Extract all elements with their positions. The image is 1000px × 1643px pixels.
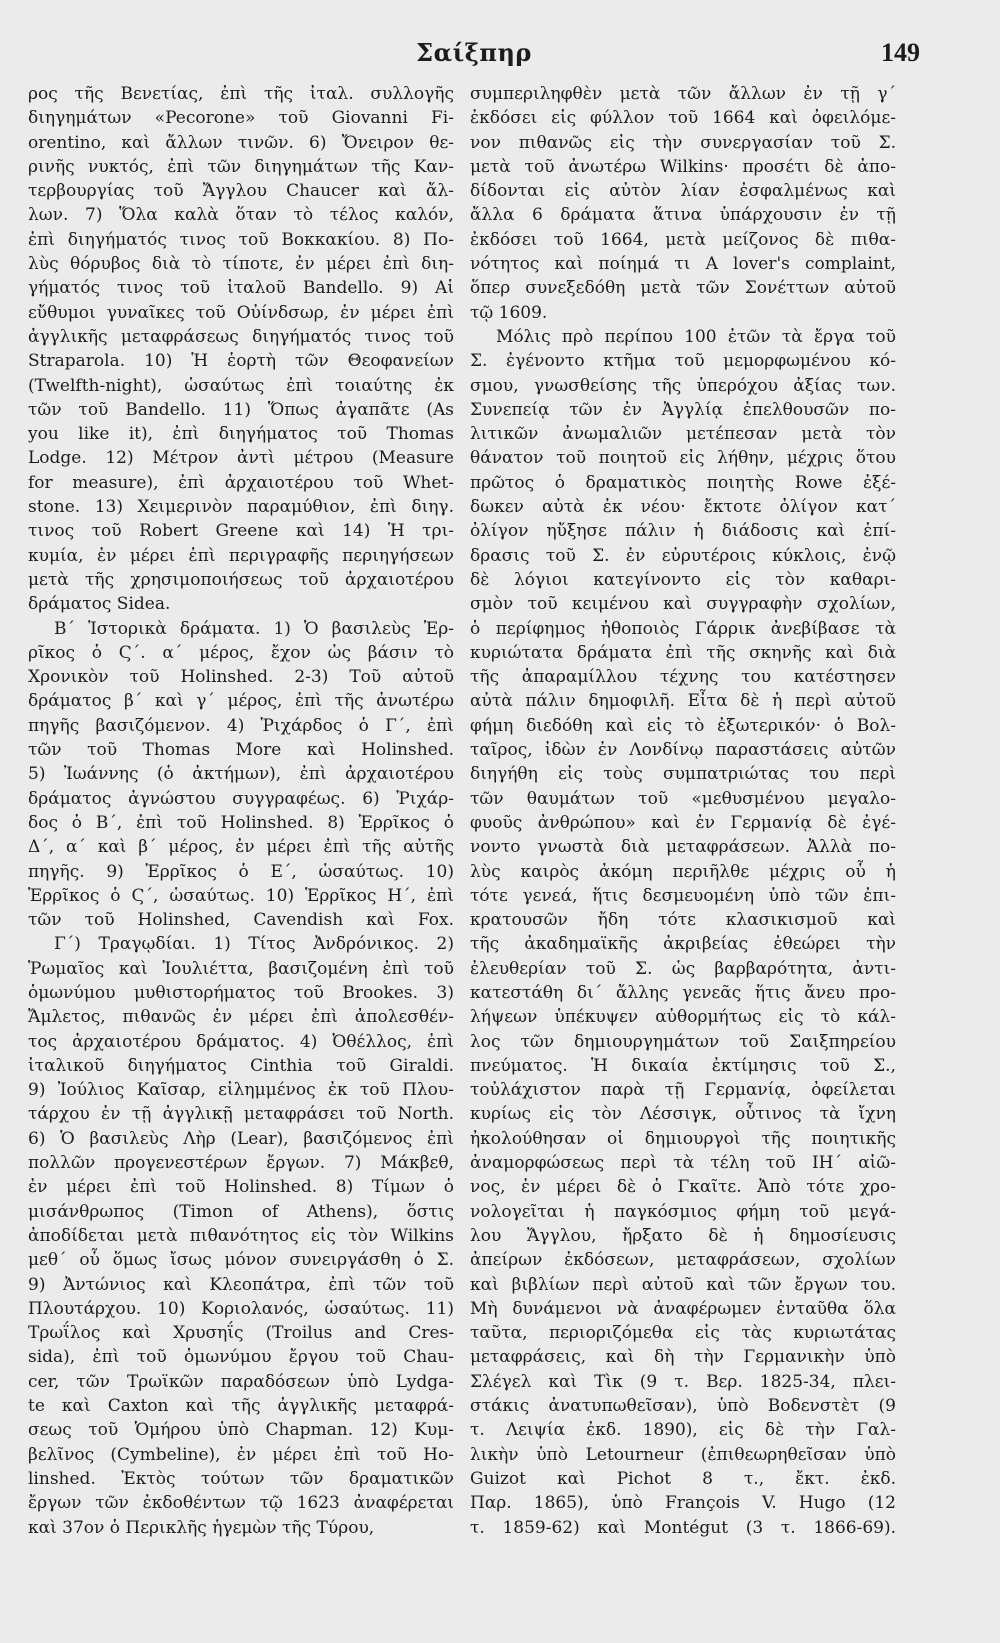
text-line: ρῖκος ὁ Ϛ΄. α΄ μέρος, ἔχον ὡς βάσιν τὸ bbox=[28, 642, 454, 663]
text-line: Lodge. 12) Μέτρον ἀντὶ μέτρου (Measure bbox=[28, 448, 454, 469]
text-line: πνεύματος. Ἡ δικαία ἐκτίμησις τοῦ Σ., bbox=[470, 1055, 896, 1076]
text-line: ἠκολούθησαν οἱ δημιουργοὶ τῆς ποιητικῆς bbox=[470, 1128, 896, 1149]
text-line: 5) Ἰωάννης (ὁ ἀκτήμων), ἐπὶ ἀρχαιοτέρου bbox=[28, 764, 454, 785]
text-line: λου Ἄγγλου, ἤρξατο δὲ ἡ δημοσίευσις bbox=[470, 1225, 896, 1246]
page-number: 149 bbox=[881, 38, 920, 67]
text-line: διηγημάτων «Pecorone» τοῦ Giovanni Fi- bbox=[28, 108, 454, 129]
text-line: δίδονται εἰς αὐτὸν λίαν ἐσφαλμένως καὶ bbox=[470, 181, 896, 202]
text-line: ὁ περίφημος ἠθοποιὸς Γάρρικ ἀνεβίβασε τὰ bbox=[470, 618, 896, 639]
text-line: πρῶτος ὁ δραματικὸς ποιητὴς Rowe ἐξέ- bbox=[470, 472, 896, 493]
text-line: sida), ἐπὶ τοῦ ὁμωνύμου ἔργου τοῦ Chau- bbox=[28, 1347, 454, 1368]
text-line: ἄλλα 6 δράματα ἅτινα ὑπάρχουσιν ἐν τῇ bbox=[470, 205, 896, 226]
text-line: δὲ λόγιοι κατεγίνοντο εἰς τὸν καθαρι- bbox=[470, 569, 896, 590]
text-line: λήψεων ὑπέκυψεν αὐθορμήτως εἰς τὸ κάλ- bbox=[470, 1007, 896, 1028]
text-line: σεως τοῦ Ὁμήρου ὑπὸ Chapman. 12) Κυμ- bbox=[28, 1420, 454, 1441]
text-line: δράματος β΄ καὶ γ΄ μέρος, ἐπὶ τῆς ἀνωτέρω bbox=[28, 691, 454, 712]
text-line: ἐκδόσει τοῦ 1664, μετὰ μείζονος δὲ πιθα- bbox=[470, 229, 896, 250]
text-line: κυριώτατα δράματα ἐπὶ τῆς σκηνῆς καὶ διὰ bbox=[470, 642, 896, 663]
text-line: εὔθυμοι γυναῖκες τοῦ Οὐίνδσωρ, ἐν μέρει ἐπὶ bbox=[28, 302, 454, 323]
running-title: Σαίξπηρ bbox=[416, 38, 532, 67]
text-line: τοὐλάχιστον παρὰ τῇ Γερμανίᾳ, ὀφείλεται bbox=[470, 1080, 896, 1101]
text-line: you like it), ἐπὶ διηγήματος τοῦ Thomas bbox=[28, 424, 454, 445]
text-line: φυοῦς ἀνθρώπου» καὶ ἐν Γερμανίᾳ δὲ ἐγέ- bbox=[470, 812, 896, 833]
text-line: δρασις τοῦ Σ. ἐν εὐρυτέροις κύκλοις, ἐνῷ bbox=[470, 545, 896, 566]
text-line: ταῦτα, περιοριζόμεθα εἰς τὰς κυριωτάτας bbox=[470, 1323, 896, 1344]
text-line: τος ἀρχαιοτέρου δράματος. 4) Ὀθέλλος, ἐπὶ bbox=[28, 1031, 454, 1052]
text-line: τῆς ἀπαραμίλλου τέχνης του κατέστησεν bbox=[470, 667, 896, 688]
text-line: λιτικῶν ἀνωμαλιῶν μετέπεσαν μετὰ τὸν bbox=[470, 424, 896, 445]
text-line: Straparola. 10) Ἡ ἑορτὴ τῶν Θεοφανείων bbox=[28, 351, 454, 372]
text-line: linshed. Ἐκτὸς τούτων τῶν δραματικῶν bbox=[28, 1468, 454, 1489]
text-line: Δ΄, α΄ καὶ β΄ μέρος, ἐν μέρει ἐπὶ τῆς αὐτῆς bbox=[28, 837, 454, 858]
text-line: Μόλις πρὸ περίπου 100 ἐτῶν τὰ ἔργα τοῦ bbox=[496, 326, 896, 347]
text-line: τῷ 1609. bbox=[470, 302, 548, 323]
text-line: ὁμωνύμου μυθιστορήματος τοῦ Brookes. 3) bbox=[28, 982, 454, 1003]
text-line: cer, τῶν Τρωϊκῶν παραδόσεων ὑπὸ Lydga- bbox=[28, 1371, 454, 1392]
text-line: νον πιθανῶς εἰς τὴν συνεργασίαν τοῦ Σ. bbox=[470, 132, 896, 153]
text-line: νοντο γνωστὰ διὰ μεταφράσεων. Ἀλλὰ πο- bbox=[470, 837, 896, 858]
text-line: τ. 1859-62) καὶ Montégut (3 τ. 1866-69). bbox=[470, 1517, 896, 1538]
text-line: Πλουτάρχου. 10) Κοριολανός, ὡσαύτως. 11) bbox=[28, 1298, 454, 1319]
text-line: λὺς θόρυβος διὰ τὸ τίποτε, ἐν μέρει ἐπὶ διη- bbox=[28, 254, 454, 275]
text-line: καὶ βιβλίων περὶ αὐτοῦ καὶ τῶν ἔργων του. bbox=[470, 1274, 896, 1295]
text-line: Τρωΐλος καὶ Χρυσηΐς (Troilus and Cres- bbox=[28, 1323, 454, 1344]
text-line: ἀπείρων ἐκδόσεων, μεταφράσεων, σχολίων bbox=[470, 1250, 896, 1271]
text-line: δος ὁ Β΄, ἐπὶ τοῦ Holinshed. 8) Ἑρρῖκος ὁ bbox=[28, 812, 454, 833]
text-line: τ. Λειψία ἐκδ. 1890), εἰς δὲ τὴν Γαλ- bbox=[470, 1420, 896, 1441]
text-line: ρος τῆς Βενετίας, ἐπὶ τῆς ἰταλ. συλλογῆς bbox=[28, 84, 454, 104]
left-column bbox=[28, 82, 454, 1540]
text-line: stone. 13) Χειμερινὸν παραμύθιον, ἐπὶ διηγ. bbox=[28, 497, 454, 518]
text-line: ἰταλικοῦ διηγήματος Cinthia τοῦ Giraldi. bbox=[28, 1055, 454, 1076]
text-line: τῶν τοῦ Holinshed, Cavendish καὶ Fox. bbox=[28, 910, 454, 931]
text-line: κυρίως εἰς τὸν Λέσσιγκ, οὗτινος τὰ ἴχνη bbox=[470, 1104, 896, 1125]
text-line: ἐπὶ διηγήματός τινος τοῦ Βοκκακίου. 8) Πο- bbox=[28, 229, 454, 250]
text-line: σμου, γνωσθείσης τῆς ὑπερόχου ἀξίας των. bbox=[470, 375, 896, 396]
text-line: κρατουσῶν ἤδη τότε κλασικισμοῦ καὶ bbox=[470, 910, 896, 931]
text-line: ἀναμορφώσεως περὶ τὰ τέλη τοῦ ΙΗ΄ αἰῶ- bbox=[470, 1153, 896, 1174]
text-line: κατεστάθη δι΄ ἄλλης γενεᾶς ἥτις ἄνευ προ- bbox=[470, 982, 896, 1003]
text-line: 9) Ἰούλιος Καῖσαρ, εἰλημμένος ἐκ τοῦ Πλου- bbox=[28, 1080, 454, 1101]
text-line: κυμία, ἐν μέρει ἐπὶ περιγραφῆς περιηγήσεων bbox=[28, 545, 454, 566]
text-line: ἔργων τῶν ἐκδοθέντων τῷ 1623 ἀναφέρεται bbox=[28, 1493, 454, 1514]
text-line: τῶν τοῦ Thomas More καὶ Holinshed. bbox=[28, 740, 454, 761]
text-line: Σλέγελ καὶ Τὶκ (9 τ. Βερ. 1825-34, πλει- bbox=[470, 1371, 896, 1392]
text-line: τινος τοῦ Robert Greene καὶ 14) Ἡ τρι- bbox=[28, 521, 454, 542]
text-line: μεθ΄ οὗ ὅμως ἴσως μόνον συνειργάσθη ὁ Σ. bbox=[28, 1250, 454, 1271]
text-line: λος τῶν δημιουργημάτων τοῦ Σαιξπηρείου bbox=[470, 1031, 896, 1052]
text-line: Συνεπείᾳ τῶν ἐν Ἀγγλίᾳ ἐπελθουσῶν πο- bbox=[470, 399, 896, 420]
text-line: πολλῶν προγενεστέρων ἔργων. 7) Μάκβεθ, bbox=[28, 1153, 454, 1174]
text-line: Ἄμλετος, πιθανῶς ἐν μέρει ἐπὶ ἀπολεσθέν- bbox=[28, 1007, 454, 1028]
text-line: μετὰ τῆς χρησιμοποιήσεως τοῦ ἀρχαιοτέρου bbox=[28, 569, 454, 590]
text-line: πηγῆς βασιζόμενον. 4) Ῥιχάρδος ὁ Γ΄, ἐπὶ bbox=[28, 715, 454, 736]
text-line: ὀλίγον ηὔξησε πάλιν ἡ διάδοσις καὶ ἐπί- bbox=[470, 521, 896, 542]
text-line: Γ΄) Τραγῳδίαι. 1) Τίτος Ἀνδρόνικος. 2) bbox=[54, 934, 454, 955]
text-line: ὅπερ συνεξεδόθη μετὰ τῶν Σονέττων αὐτοῦ bbox=[470, 278, 896, 299]
text-line: αὐτὰ πάλιν δημοφιλῆ. Εἶτα δὲ ἡ περὶ αὐτοῦ bbox=[470, 691, 896, 712]
text-line: δράματος ἀγνώστου συγγραφέως. 6) Ῥιχάρ- bbox=[28, 788, 454, 809]
text-line: Σ. ἐγένοντο κτῆμα τοῦ μεμορφωμένου κό- bbox=[470, 351, 896, 372]
text-line: βελῖνος (Cymbeline), ἐν μέρει ἐπὶ τοῦ Ho- bbox=[28, 1444, 454, 1465]
text-line: 9) Ἀντώνιος καὶ Κλεοπάτρα, ἐπὶ τῶν τοῦ bbox=[28, 1274, 454, 1295]
text-line: στάκις ἀνατυπωθεῖσαν), ὑπὸ Βοδενστὲτ (9 bbox=[470, 1396, 896, 1417]
text-line: σμὸν τοῦ κειμένου καὶ συγγραφὴν σχολίων, bbox=[470, 594, 896, 615]
text-line: θάνατον τοῦ ποιητοῦ εἰς λήθην, μέχρις ὅτου bbox=[470, 448, 896, 469]
text-line: ἐλευθερίαν τοῦ Σ. ὡς βαρβαρότητα, ἀντι- bbox=[470, 958, 896, 979]
text-line: λικὴν ὑπὸ Letourneur (ἐπιθεωρηθεῖσαν ὑπὸ bbox=[470, 1444, 896, 1465]
text-line: μεταφράσεις, καὶ δὴ τὴν Γερμανικὴν ὑπὸ bbox=[470, 1347, 896, 1368]
text-line: τότε γενεά, ἥτις δεσμευομένη ὑπὸ τῶν ἐπι- bbox=[470, 885, 896, 906]
text-line: συμπεριληφθὲν μετὰ τῶν ἄλλων ἐν τῇ γ΄ bbox=[470, 84, 896, 104]
text-line: νολογεῖται ἡ παγκόσμιος φήμη τοῦ μεγά- bbox=[470, 1201, 896, 1222]
text-line: Ῥωμαῖος καὶ Ἰουλιέττα, βασιζομένη ἐπὶ τοῦ bbox=[28, 958, 454, 979]
text-line: νότητος καὶ ποίημά τι A lover's complaint, bbox=[470, 254, 896, 275]
text-line: ἐκδόσει εἰς φύλλον τοῦ 1664 καὶ ὀφειλόμε- bbox=[470, 108, 896, 129]
text-line: orentino, καὶ ἄλλων τινῶν. 6) Ὄνειρον θε- bbox=[28, 132, 454, 153]
text-line: Β΄ Ἱστορικὰ δράματα. 1) Ὁ βασιλεὺς Ἐρ- bbox=[54, 618, 454, 639]
text-line: πηγῆς. 9) Ἑρρῖκος ὁ Ε΄, ὡσαύτως. 10) bbox=[28, 861, 454, 882]
text-line: Μὴ δυνάμενοι νὰ ἀναφέρωμεν ἐνταῦθα ὅλα bbox=[470, 1298, 896, 1319]
text-line: καὶ 37ον ὁ Περικλῆς ἡγεμὼν τῆς Τύρου, bbox=[28, 1517, 375, 1538]
text-line: ρινῆς νυκτός, ἐπὶ τῶν διηγημάτων τῆς Καν- bbox=[28, 156, 454, 177]
text-line: te καὶ Caxton καὶ τῆς ἀγγλικῆς μεταφρά- bbox=[28, 1396, 454, 1417]
text-line: τῶν θαυμάτων τοῦ «μεθυσμένου μεγαλο- bbox=[470, 788, 896, 809]
text-line: γήματός τινος τοῦ ἰταλοῦ Bandello. 9) Αἱ bbox=[28, 278, 454, 299]
text-line: 6) Ὁ βασιλεὺς Λὴρ (Lear), βασιζόμενος ἐπὶ bbox=[28, 1128, 454, 1149]
text-line: λων. 7) Ὅλα καλὰ ὅταν τὸ τέλος καλόν, bbox=[28, 205, 454, 226]
text-line: δράματος Sidea. bbox=[28, 594, 171, 615]
text-line: λὺς καιρὸς ἀκόμη περιῆλθε μέχρις οὗ ἡ bbox=[470, 861, 896, 882]
text-line: τερβουργίας τοῦ Ἄγγλου Chaucer καὶ ἄλ- bbox=[28, 181, 454, 202]
text-line: διηγήθη εἰς τοὺς συμπατριώτας του περὶ bbox=[470, 764, 896, 785]
text-line: Guizot καὶ Pichot 8 τ., ἔκτ. ἐκδ. bbox=[470, 1468, 896, 1489]
text-line: Παρ. 1865), ὑπὸ François V. Hugo (12 bbox=[470, 1493, 896, 1514]
text-line: νος, ἐν μέρει δὲ ὁ Γκαῖτε. Ἀπὸ τότε χρο- bbox=[470, 1177, 896, 1198]
text-line: for measure), ἐπὶ ἀρχαιοτέρου τοῦ Whet- bbox=[28, 472, 454, 493]
page-header bbox=[28, 32, 920, 72]
text-line: τῆς ἀκαδημαϊκῆς ἀκριβείας ἐθεώρει τὴν bbox=[470, 934, 896, 955]
text-line: Χρονικὸν τοῦ Holinshed. 2-3) Τοῦ αὐτοῦ bbox=[28, 667, 454, 688]
text-line: μετὰ τοῦ ἀνωτέρω Wilkins· προσέτι δὲ ἀπο- bbox=[470, 156, 896, 177]
text-line: μισάνθρωπος (Timon of Athens), ὅστις bbox=[28, 1201, 454, 1222]
text-line: ταῖρος, ἰδὼν ἐν Λονδίνῳ παραστάσεις αὐτῶν bbox=[470, 740, 896, 761]
text-line: (Twelfth-night), ὡσαύτως ἐπὶ τοιαύτης ἐκ bbox=[28, 375, 454, 396]
right-column bbox=[470, 82, 896, 1540]
text-line: φήμη διεδόθη καὶ εἰς τὸ ἐξωτερικόν· ὁ Βολ- bbox=[470, 715, 896, 736]
text-line: Ἑρρῖκος ὁ Ϛ΄, ὡσαύτως. 10) Ἑρρῖκος Η΄, ἐπὶ bbox=[28, 885, 454, 906]
text-line: δωκεν αὐτὰ ἐκ νέου· ἔκτοτε ὀλίγον κατ΄ bbox=[470, 497, 896, 518]
text-line: τάρχου ἐν τῇ ἀγγλικῇ μεταφράσει τοῦ North. bbox=[28, 1104, 454, 1125]
text-line: ἐν μέρει ἐπὶ τοῦ Holinshed. 8) Τίμων ὁ bbox=[28, 1177, 454, 1198]
text-line: ἀποδίδεται μετὰ πιθανότητος εἰς τὸν Wilkins bbox=[28, 1225, 454, 1246]
text-line: τῶν τοῦ Bandello. 11) Ὅπως ἀγαπᾶτε (As bbox=[28, 399, 454, 420]
text-line: ἀγγλικῆς μεταφράσεως διηγήματός τινος τοῦ bbox=[28, 326, 454, 347]
